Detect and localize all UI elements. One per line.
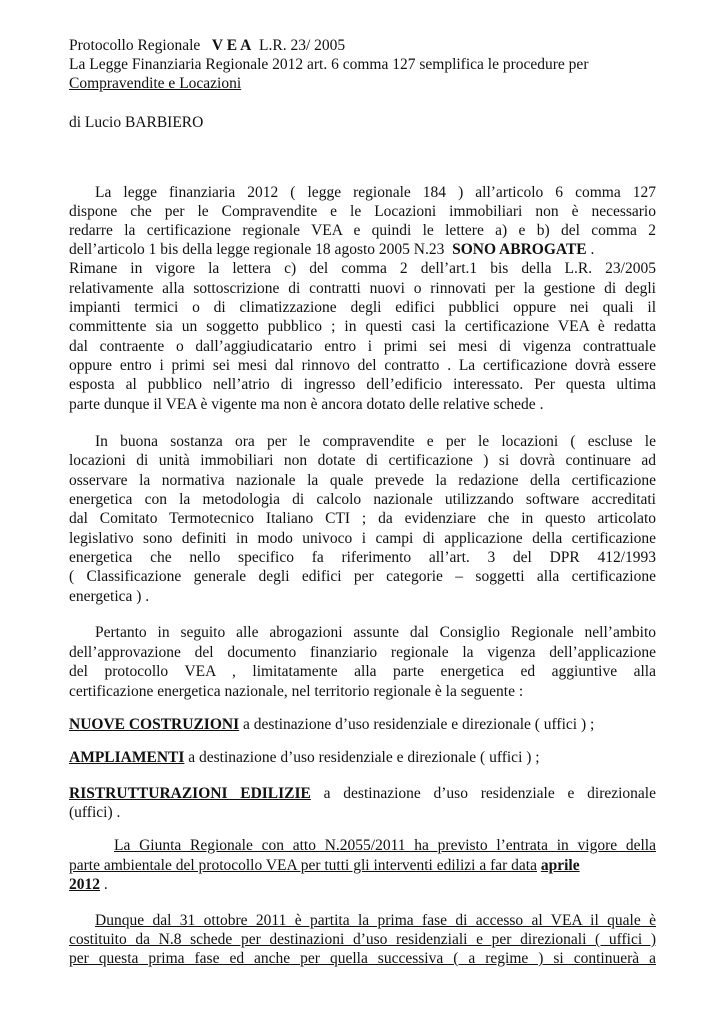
- item-nuove-label: NUOVE COSTRUZIONI: [69, 716, 240, 733]
- aprile-emphasis: aprile: [540, 857, 580, 874]
- para4-line-2: [69, 856, 656, 875]
- header-line-3: Compravendite e Locazioni: [69, 75, 242, 92]
- para2-line-1: In buona sostanza ora per le compravendite e per le locazioni ( escluse le: [95, 433, 656, 450]
- para3-line-1: Pertanto in seguito alle abrogazioni assunte dal Consiglio Regionale nell’ambito: [95, 624, 656, 641]
- para1-line-7: impianti termici o di climatizzazione degli edifici pubblici oppure nei quali il: [69, 299, 656, 316]
- para1-line-5: Rimane in vigore la lettera c) del comma 2 dell’art.1 bis della L.R. 23/2005: [69, 260, 656, 277]
- item-ristrutturazioni: [69, 784, 656, 803]
- para5-line-3: per questa prima fase ed anche per quella successiva ( a regime ) si continuerà a: [69, 950, 656, 967]
- para5-line-2: costituito da N.8 schede per destinazioni d’uso residenziali e per direzionali ( uffici ): [69, 931, 656, 948]
- para2-line-3: osservare la normativa nazionale la quale prevede la redazione della certificazione: [69, 472, 656, 489]
- para1-line-4-text: dell’articolo 1 bis della legge regionale 18 agosto 2005 N.23: [69, 241, 445, 258]
- law-reference: L.R. 23/ 2005: [259, 37, 346, 54]
- author-line: di Lucio BARBIERO: [69, 114, 204, 131]
- header-line-2: La Legge Finanziaria Regionale 2012 art. 6 comma 127 semplifica le procedure per: [69, 56, 589, 73]
- protocol-label: Protocollo Regionale: [69, 37, 201, 54]
- para3-line-4: certificazione energetica nazionale, nel territorio regionale è la seguente :: [69, 683, 524, 700]
- para5-line-1: Dunque dal 31 ottobre 2011 è partita la prima fase di accesso al VEA il quale è: [95, 912, 656, 929]
- item-nuove-text: a destinazione d’uso residenziale e direzionale ( uffici ) ;: [239, 716, 595, 733]
- para4-line-2-text: parte ambientale del protocollo VEA per tutti gli interventi edilizi a far data: [69, 857, 537, 874]
- item-ristrutturazioni-label: RISTRUTTURAZIONI EDILIZIE: [69, 785, 311, 802]
- para4-line-3-end: .: [100, 876, 108, 893]
- header-line-1: [69, 36, 345, 55]
- para1-line-1: La legge finanziaria 2012 ( legge regionale 184 ) all’articolo 6 comma 127: [95, 184, 656, 201]
- para2-line-6: legislativo sono definiti in modo univoco i campi di applicazione della certificazione: [69, 530, 656, 547]
- para4-line-1: La Giunta Regionale con atto N.2055/2011 ha previsto l’entrata in vigore della: [114, 837, 656, 854]
- item-ampliamenti-label: AMPLIAMENTI: [69, 749, 185, 766]
- item-nuove-costruzioni: [69, 715, 594, 734]
- para3-line-3: del protocollo VEA , limitatamente alla parte energetica ed aggiuntive alla: [69, 663, 656, 680]
- para2-line-7: energetica che nello specifico fa riferimento all’art. 3 del DPR 412/1993: [69, 549, 656, 566]
- para1-line-3: redarre la certificazione regionale VEA e quindi le lettere a) e b) del comma 2: [69, 222, 656, 239]
- para1-line-4: [69, 240, 594, 259]
- para2-line-9: energetica ) .: [69, 588, 150, 605]
- item-ampliamenti: [69, 748, 540, 767]
- para2-line-4: energetica con la metodologia di calcolo nazionale utilizzando software accreditati: [69, 491, 656, 508]
- para1-line-2: dispone che per le Compravendite e le Locazioni immobiliari non è necessario: [69, 203, 656, 220]
- para1-line-9: dal contraente o dall’aggiudicatario entro i primi sei mesi di vigenza contrattuale: [69, 338, 656, 355]
- year-emphasis: 2012: [69, 876, 100, 893]
- para1-line-10: oppure entro i primi sei mesi dal rinnovo del contratto . La certificazione dovrà essere: [69, 357, 656, 374]
- para1-line-4-end: .: [590, 241, 595, 258]
- para3-line-2: dell’approvazione del documento finanziario regionale la vigenza dell’applicazione: [69, 644, 656, 661]
- para2-line-5: dal Comitato Termotecnico Italiano CTI ; da evidenziare che in questo articolato: [69, 510, 656, 527]
- para2-line-2: locazioni di unità immobiliari non dotate di certificazione ) si dovrà continuare ad: [69, 452, 656, 469]
- para1-line-8: committente sia un soggetto pubblico ; in questi casi la certificazione VEA è redatta: [69, 318, 656, 335]
- para2-line-8: ( Classificazione generale degli edifici per categorie – soggetti alla certificazione: [69, 568, 656, 585]
- item-ristrutturazioni-text: a destinazione d’uso residenziale e direzionale: [310, 785, 656, 802]
- item-ristrutturazioni-line-2: (uffici) .: [69, 804, 121, 821]
- para1-line-11: esposta al pubblico nell’atrio di ingresso dell’edificio interessato. Per questa ultima: [69, 376, 656, 393]
- para1-line-6: relativamente alla sottoscrizione di contratti nuovi o rinnovati per la gestione di degli: [69, 280, 656, 297]
- vea-acronym: V E A: [211, 37, 252, 54]
- abrogate-emphasis: SONO ABROGATE: [452, 241, 587, 258]
- item-ampliamenti-text: a destinazione d’uso residenziale e direzionale ( uffici ) ;: [184, 749, 540, 766]
- para4-line-3: [69, 875, 108, 894]
- para1-line-12: parte dunque il VEA è vigente ma non è ancora dotato delle relative schede .: [69, 396, 544, 413]
